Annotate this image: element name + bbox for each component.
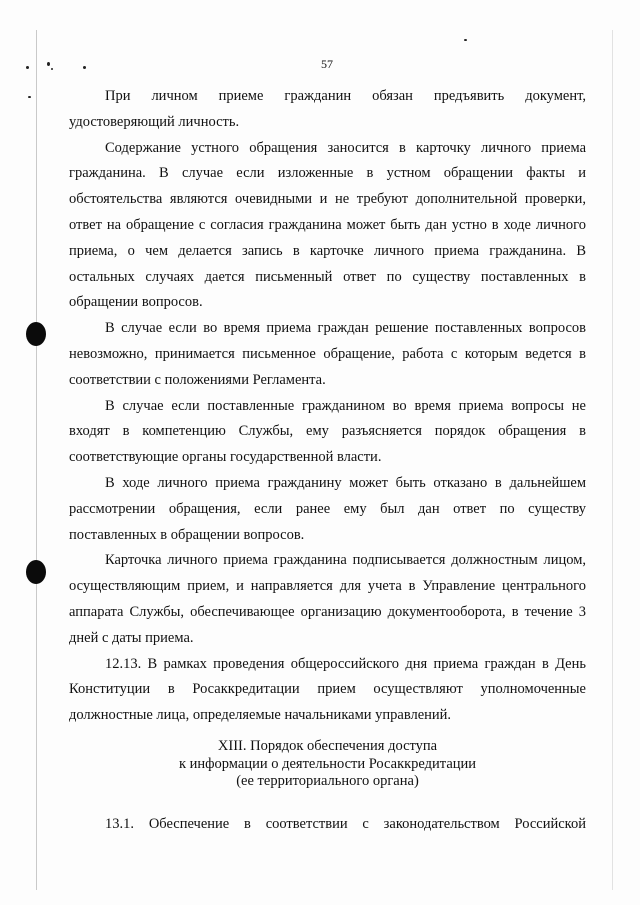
scan-right-border xyxy=(612,30,613,890)
section-heading xyxy=(69,738,586,791)
paragraph: 13.1. Обеспечение в соответствии с законодательством Российской xyxy=(105,816,586,832)
punch-hole-icon xyxy=(26,560,46,584)
paragraph: При личном приеме гражданин обязан предъявить документ, удостоверяющий личность. xyxy=(69,88,586,130)
paragraph: В случае если поставленные гражданином во время приема вопросы не входят в компетенцию Службы, ему разъясняется порядок обращения в соответствующие органы государственной власти. xyxy=(69,397,586,466)
paragraph: Содержание устного обращения заносится в карточку личного приема гражданина. В случае если изложенные в устном обращении факты и обстоятельства являются очевидными и не требуют дополнительной проверки, ответ на обращение с согласия гражданина может быть дан устно в ходе личного приема, о чем делается запись в карточке личного приема гражданина. В остальных случаях дается письменный ответ по существу поставленных в обращении вопросов. xyxy=(69,139,586,311)
section-heading-line: XIII. Порядок обеспечения доступа xyxy=(217,738,438,754)
scan-speck-icon xyxy=(28,96,31,98)
section-heading-line: к информации о деятельности Росаккредитации xyxy=(178,755,477,772)
paragraph: Карточка личного приема гражданина подписывается должностным лицом, осуществляющим прием, и направляется для учета в Управление центрального аппарата Службы, обеспечивающее организацию документооборота, в течение 3 дней с даты приема. xyxy=(69,552,586,646)
section-heading-line: (ее территориального органа) xyxy=(236,773,419,789)
paragraph: 12.13. В рамках проведения общероссийского дня приема граждан в День Конституции в Росаккредитации прием осуществляют уполномоченные должностные лица, определяемые начальниками управлений. xyxy=(69,655,586,724)
scan-speck-icon xyxy=(464,39,467,41)
paragraph: В случае если во время приема граждан решение поставленных вопросов невозможно, принимается письменное обращение, работа с которым ведется в соответствии с положениями Регламента. xyxy=(69,320,586,388)
scan-left-border xyxy=(36,30,37,890)
page-number: 57 xyxy=(321,57,333,71)
paragraph: В ходе личного приема гражданину может быть отказано в дальнейшем рассмотрении обращения, если ранее ему был дан ответ по существу поставленных в обращении вопросов. xyxy=(69,474,586,543)
punch-hole-icon xyxy=(26,322,46,346)
body-text xyxy=(69,84,586,729)
